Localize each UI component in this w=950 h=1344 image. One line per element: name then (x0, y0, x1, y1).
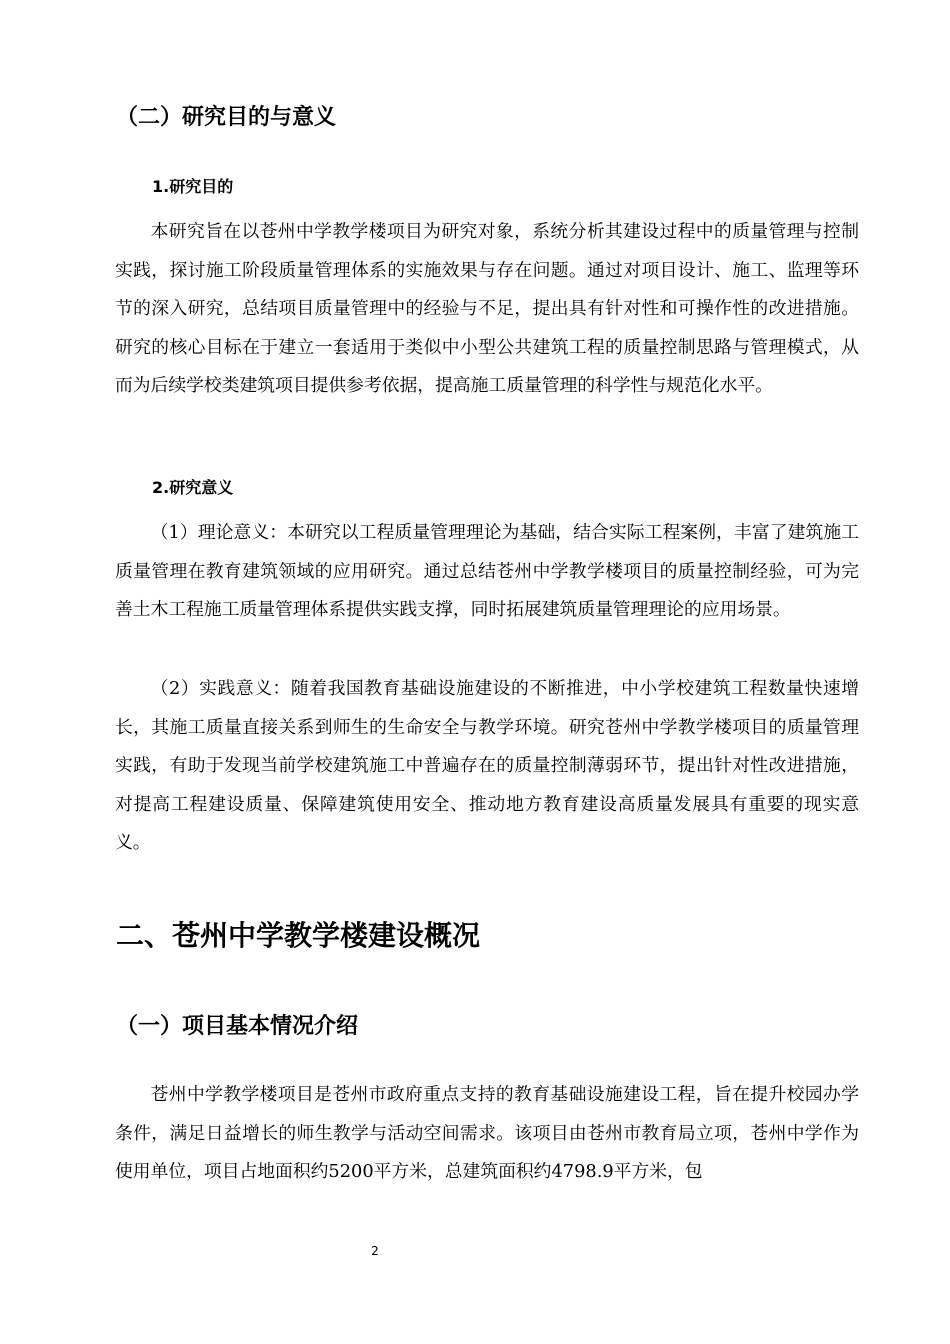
subheading-research-significance: 2.研究意义 (152, 478, 234, 497)
paragraph-project-overview: 苍州中学教学楼项目是苍州市政府重点支持的教育基础设施建设工程，旨在提升校园办学条件，满足日益增长的师生教学与活动空间需求。该项目由苍州市教育局立项，苍州中学作为使用单位，项目占地面积约5200平方米，总建筑面积约4798.9平方米，包 (115, 1084, 859, 1182)
paragraph-research-goal: 本研究旨在以苍州中学教学楼项目为研究对象，系统分析其建设过程中的质量管理与控制实践，探讨施工阶段质量管理体系的实施效果与存在问题。通过对项目设计、施工、监理等环节的深入研究，总结项目质量管理中的经验与不足，提出具有针对性和可操作性的改进措施。研究的核心目标在于建立一套适用于类似中小型公共建筑工程的质量控制思路与管理模式，从而为后续学校类建筑项目提供参考依据，提高施工质量管理的科学性与规范化水平。 (115, 221, 859, 396)
section-heading-research-purpose: （二）研究目的与意义 (116, 105, 337, 130)
page-number: 2 (371, 1244, 379, 1258)
chapter-heading: 二、苍州中学教学楼建设概况 (116, 919, 481, 952)
section-heading-project-overview: （一）项目基本情况介绍 (116, 1014, 359, 1039)
paragraph-theoretical-significance: （1）理论意义：本研究以工程质量管理理论为基础，结合实际工程案例，丰富了建筑施工质量管理在教育建筑领域的应用研究。通过总结苍州中学教学楼项目的质量控制经验，可为完善土木工程施工质量管理体系提供实践支撑，同时拓展建筑质量管理理论的应用场景。 (115, 522, 859, 620)
paragraph-practical-significance: （2）实践意义：随着我国教育基础设施建设的不断推进，中小学校建筑工程数量快速增长，其施工质量直接关系到师生的生命安全与教学环境。研究苍州中学教学楼项目的质量管理实践，有助于发现当前学校建筑施工中普遍存在的质量控制薄弱环节，提出针对性改进措施，对提高工程建设质量、保障建筑使用安全、推动地方教育建设高质量发展具有重要的现实意义。 (115, 678, 859, 853)
subheading-research-goal: 1.研究目的 (152, 177, 234, 196)
